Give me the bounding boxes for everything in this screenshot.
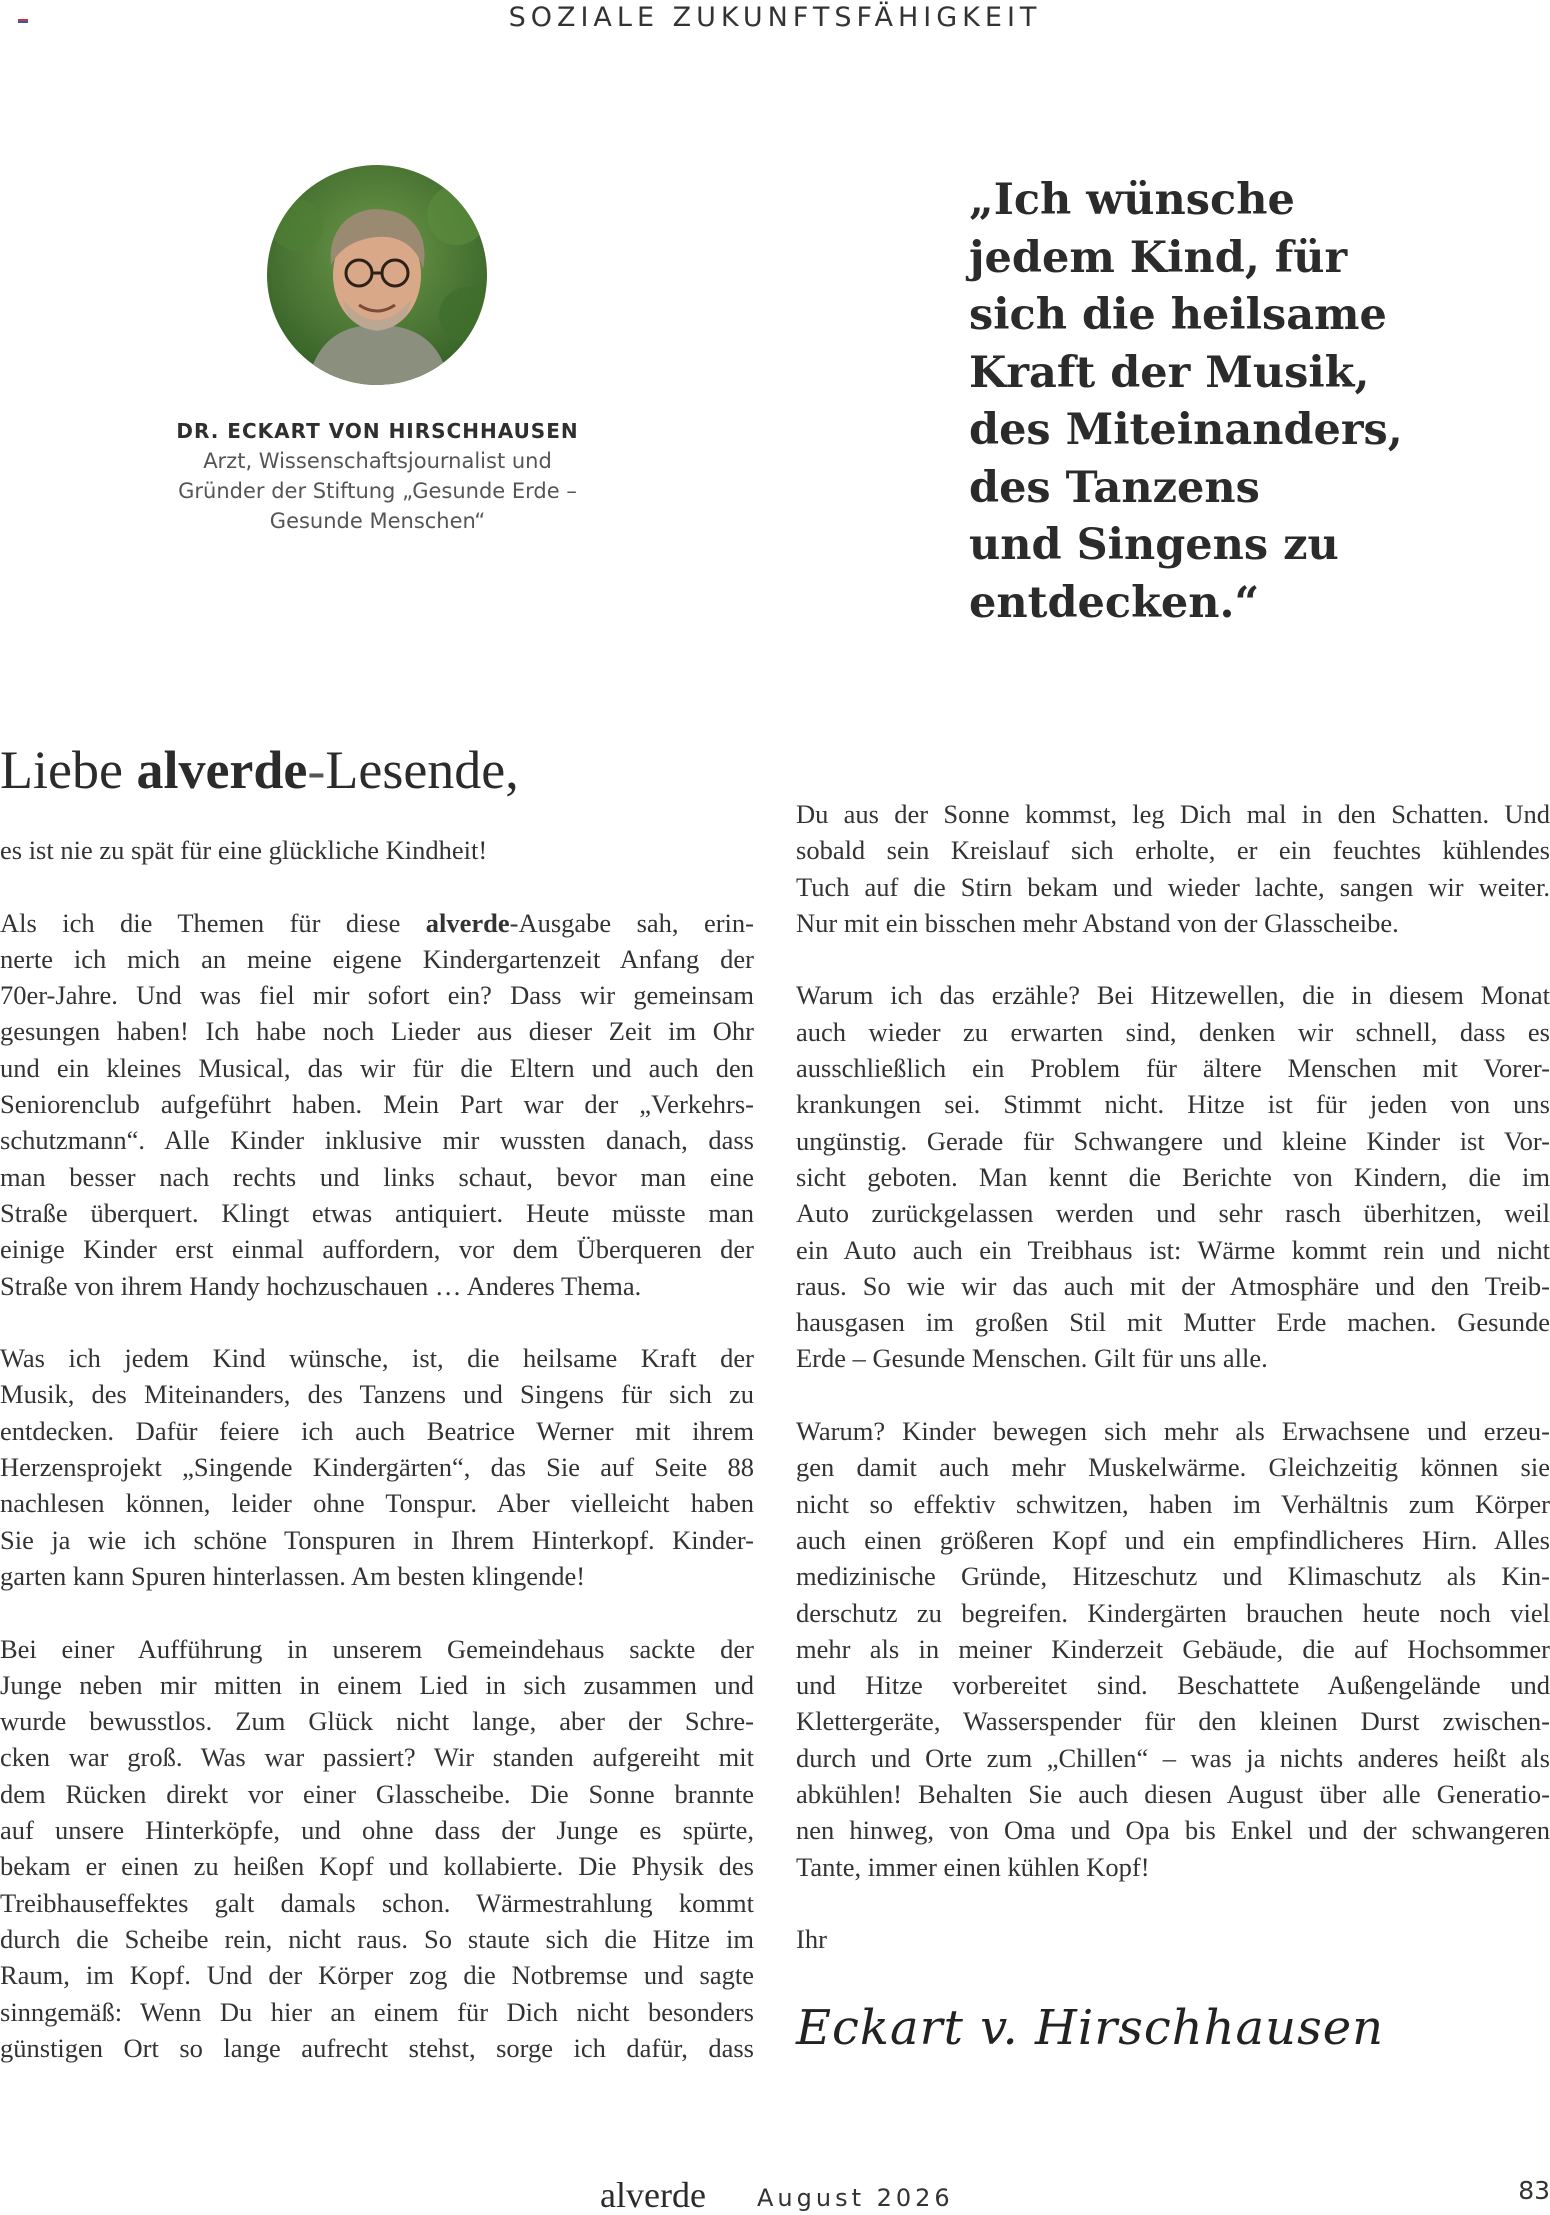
page-number: 83 <box>1518 2176 1550 2205</box>
article-column-left <box>0 832 754 2066</box>
text-line: nerte ich mich an meine eigene Kindergartenzeit Anfang der <box>0 943 754 974</box>
text-line: ungünstig. Gerade für Schwangere und kleine Kinder ist Vor- <box>796 1125 1550 1156</box>
text-line: auf unsere Hinterköpfe, und ohne dass der Junge es spürte, <box>0 1815 754 1846</box>
text-line: Was ich jedem Kind wünsche, ist, die heilsame Kraft der <box>0 1343 754 1374</box>
text-segment: -Ausgabe sah, erin- <box>509 907 754 938</box>
text-line: wurde bewusstlos. Zum Glück nicht lange, aber der Schre- <box>0 1706 754 1737</box>
text-line: garten kann Spuren hinterlassen. Am besten klingende! <box>0 1560 586 1591</box>
author-description-line: Gesunde Menschen“ <box>269 509 486 533</box>
paragraph-gap <box>796 1377 1550 1413</box>
text-line: Klettergeräte, Wasserspender für den kleinen Durst zwischen- <box>796 1706 1550 1737</box>
author-portrait <box>267 165 487 385</box>
text-line: Straße von ihrem Handy hochzuschauen … Anderes Thema. <box>0 1270 642 1301</box>
text-line: Junge neben mir mitten in einem Lied in sich zusammen und <box>0 1669 754 1700</box>
text-line: sinngemäß: Wenn Du hier an einem für Dich nicht besonders <box>0 1996 754 2027</box>
quote-line: des Miteinanders, <box>969 405 1403 455</box>
text-line: mehr als in meiner Kinderzeit Gebäude, die auf Hochsommer <box>796 1633 1550 1664</box>
text-line: ausschließlich ein Problem für ältere Menschen mit Vorer- <box>796 1053 1550 1084</box>
text-line: es ist nie zu spät für eine glückliche Kindheit! <box>0 835 488 865</box>
paragraph-gap <box>0 868 754 904</box>
text-line: nicht so effektiv schwitzen, haben im Verhältnis zum Körper <box>796 1488 1550 1519</box>
text-line: und Hitze vorbereitet sind. Beschattete Außengelände und <box>796 1670 1550 1701</box>
footer-issue-date: August 2026 <box>757 2184 954 2212</box>
author-name: DR. ECKART VON HIRSCHHAUSEN <box>176 419 579 443</box>
greeting-brand: alverde <box>136 740 308 800</box>
text-line: cken war groß. Was war passiert? Wir standen aufgereiht mit <box>0 1742 754 1773</box>
text-line: Tuch auf die Stirn bekam und wieder lachte, sangen wir weiter. <box>796 871 1550 902</box>
text-line: entdecken. Dafür feiere ich auch Beatrice Werner mit ihrem <box>0 1415 754 1446</box>
article-column-right <box>796 796 1550 1958</box>
text-line: Warum? Kinder bewegen sich mehr als Erwachsene und erzeu- <box>796 1416 1550 1447</box>
text-line: gesungen haben! Ich habe noch Lieder aus dieser Zeit im Ohr <box>0 1016 754 1047</box>
text-line: Auto zurückgelassen werden und sehr rasch überhitzen, weil <box>796 1198 1550 1229</box>
text-line: Straße überquert. Klingt etwas antiquiert. Heute müsste man <box>0 1197 754 1228</box>
footer-brand-logo: alverde <box>600 2175 706 2215</box>
text-line: bekam er einen zu heißen Kopf und kollabierte. Die Physik des <box>0 1851 754 1882</box>
text-line: raus. So wie wir das auch mit der Atmosphäre und den Treib- <box>796 1270 1550 1301</box>
text-line: nen hinweg, von Oma und Opa bis Enkel und der schwangeren <box>796 1815 1550 1846</box>
paragraph-gap <box>0 1304 754 1340</box>
text-line: Erde – Gesunde Menschen. Gilt für uns alle. <box>796 1343 1268 1374</box>
text-line: durch die Scheibe rein, nicht raus. So staute sich die Hitze im <box>0 1923 754 1954</box>
text-line: und ein kleines Musical, das wir für die Eltern und auch den <box>0 1052 754 1083</box>
author-description-line: Arzt, Wissenschaftsjournalist und <box>203 449 552 473</box>
quote-line: sich die heilsame <box>969 290 1387 340</box>
greeting-prefix: Liebe <box>0 740 137 800</box>
text-line: medizinische Gründe, Hitzeschutz und Klimaschutz als Kin- <box>796 1561 1550 1592</box>
quote-line: entdecken.“ <box>969 577 1260 628</box>
text-line: gen damit auch mehr Muskelwärme. Gleichzeitig können sie <box>796 1452 1550 1483</box>
quote-line: des Tanzens <box>969 462 1260 513</box>
inline-brand: alverde <box>425 907 510 938</box>
greeting-dash: - <box>307 740 326 800</box>
paragraph-gap <box>796 1885 1550 1921</box>
text-line: nachlesen können, leider ohne Tonspur. Aber vielleicht haben <box>0 1488 754 1519</box>
quote-line: „Ich wünsche <box>969 175 1295 225</box>
text-line: einige Kinder erst einmal auffordern, vor dem Überqueren der <box>0 1234 754 1265</box>
text-segment: Als ich die Themen für diese <box>0 907 426 938</box>
text-line: auch einen größeren Kopf und ein empfindlicheres Hirn. Alles <box>796 1524 1550 1555</box>
text-line: günstigen Ort so lange aufrecht stehst, sorge ich dafür, dass <box>0 2032 754 2063</box>
text-line: Du aus der Sonne kommst, leg Dich mal in den Schatten. Und <box>796 799 1550 829</box>
text-line: Bei einer Aufführung in unserem Gemeindehaus sackte der <box>0 1633 754 1664</box>
pull-quote <box>969 172 1529 632</box>
text-line: Seniorenclub aufgeführt haben. Mein Part war der „Verkehrs- <box>0 1089 754 1120</box>
author-info <box>140 416 615 536</box>
quote-line: Kraft der Musik, <box>969 347 1370 398</box>
text-line: durch und Orte zum „Chillen“ – was ja nichts anderes heißt als <box>796 1742 1550 1773</box>
quote-line: jedem Kind, für <box>969 232 1348 283</box>
text-line: Sie ja wie ich schöne Tonspuren in Ihrem Hinterkopf. Kinder- <box>0 1524 754 1555</box>
greeting-suffix: Lesende, <box>325 740 519 800</box>
text-line: 70er-Jahre. Und was fiel mir sofort ein? Dass wir gemeinsam <box>0 980 754 1011</box>
text-line: Musik, des Miteinanders, des Tanzens und Singens für sich zu <box>0 1379 754 1410</box>
quote-line: und Singens zu <box>969 520 1339 570</box>
handwritten-signature: Eckart v. Hirschhausen <box>796 2000 1385 2056</box>
text-line: Warum ich das erzähle? Bei Hitzewellen, die in diesem Monat <box>796 980 1550 1011</box>
text-line: derschutz zu begreifen. Kindergärten brauchen heute noch viel <box>796 1597 1550 1628</box>
text-line: Nur mit ein bisschen mehr Abstand von der Glasscheibe. <box>796 907 1399 938</box>
paragraph-gap <box>0 1594 754 1630</box>
text-line: abkühlen! Behalten Sie auch diesen August über alle Generatio- <box>796 1779 1550 1810</box>
letter-greeting <box>0 738 519 802</box>
text-line: Herzensprojekt „Singende Kindergärten“, das Sie auf Seite 88 <box>0 1452 754 1483</box>
text-line: Raum, im Kopf. Und der Körper zog die Notbremse und sagte <box>0 1960 754 1991</box>
section-title: SOZIALE ZUKUNFTSFÄHIGKEIT <box>508 2 1042 33</box>
text-line: sobald sein Kreislauf sich erholte, er ein feuchtes kühlendes <box>796 835 1550 866</box>
text-line: Treibhauseffektes galt damals schon. Wärmestrahlung kommt <box>0 1887 754 1918</box>
text-line: sicht geboten. Man kennt die Berichte von Kindern, die im <box>796 1161 1550 1192</box>
author-description-line: Gründer der Stiftung „Gesunde Erde – <box>178 479 577 503</box>
text-line: hausgasen im großen Stil mit Mutter Erde machen. Gesunde <box>796 1307 1550 1338</box>
text-line: man besser nach rechts und links schaut, bevor man eine <box>0 1161 754 1192</box>
text-line: schutzmann“. Alle Kinder inklusive mir wussten danach, dass <box>0 1125 754 1156</box>
text-line: auch wieder zu erwarten sind, denken wir schnell, dass es <box>796 1016 1550 1047</box>
text-line: Tante, immer einen kühlen Kopf! <box>796 1851 1150 1882</box>
paragraph-gap <box>796 941 1550 977</box>
text-line: ein Auto auch ein Treibhaus ist: Wärme kommt rein und nicht <box>796 1234 1550 1265</box>
text-line: dem Rücken direkt vor einer Glasscheibe. Die Sonne brannte <box>0 1778 754 1809</box>
text-line <box>0 905 754 941</box>
text-line: Ihr <box>796 1924 827 1955</box>
text-line: krankungen sei. Stimmt nicht. Hitze ist für jeden von uns <box>796 1089 1550 1120</box>
